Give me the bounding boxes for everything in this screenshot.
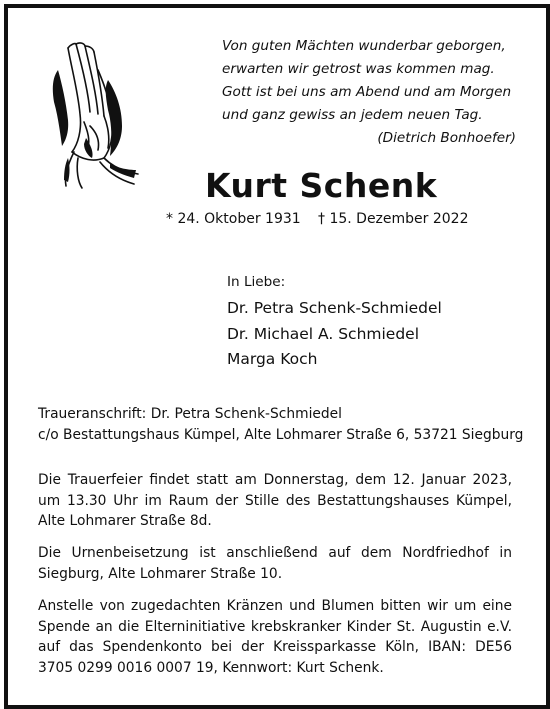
- poem-line: und ganz gewiss an jedem neuen Tag.: [222, 107, 483, 123]
- poem-line: Gott ist bei uns am Abend und am Morgen: [222, 84, 512, 100]
- donation-paragraph: Anstelle von zugedachten Kränzen und Blumen bitten wir um eine Spende an die Elterninitiative krebskranker Kinder St. Augustin e.V. auf das Spendenkonto bei der Kreissparkasse Köln, IBAN: DE56 3705 0299 0016 0007 19, Kennwort: Kurt Schenk.: [38, 598, 512, 676]
- mourner-name: Dr. Michael A. Schmiedel: [227, 324, 420, 343]
- poem-line: Von guten Mächten wunderbar geborgen,: [222, 38, 506, 54]
- address-line: c/o Bestattungshaus Kümpel, Alte Lohmarer Straße 6, 53721 Siegburg: [38, 426, 524, 443]
- poem: [222, 35, 516, 150]
- urn-burial-paragraph: Die Urnenbeisetzung ist anschließend auf dem Nordfriedhof in Siegburg, Alte Lohmarer Straße 10.: [38, 545, 512, 582]
- funeral-service-paragraph: Die Trauerfeier findet statt am Donnerstag, dem 12. Januar 2023, um 13.30 Uhr im Raum der Stille des Bestattungshauses Kümpel, Alte Lohmarer Straße 8d.: [38, 472, 512, 529]
- deceased-name: Kurt Schenk: [205, 166, 438, 205]
- birth-date: * 24. Oktober 1931: [166, 211, 301, 227]
- mourner-name: Marga Koch: [227, 350, 318, 368]
- mourner-name: Dr. Petra Schenk-Schmiedel: [227, 299, 442, 317]
- poem-author: (Dietrich Bonhoefer): [377, 130, 516, 146]
- poem-line: erwarten wir getrost was kommen mag.: [222, 61, 495, 77]
- death-date: † 15. Dezember 2022: [318, 211, 469, 227]
- mourning-address: [38, 404, 524, 445]
- mourners-intro: In Liebe:: [227, 274, 286, 290]
- mourners-list: [227, 296, 442, 373]
- praying-hands-icon: [38, 40, 148, 190]
- address-line: Traueranschrift: Dr. Petra Schenk-Schmiedel: [38, 406, 342, 422]
